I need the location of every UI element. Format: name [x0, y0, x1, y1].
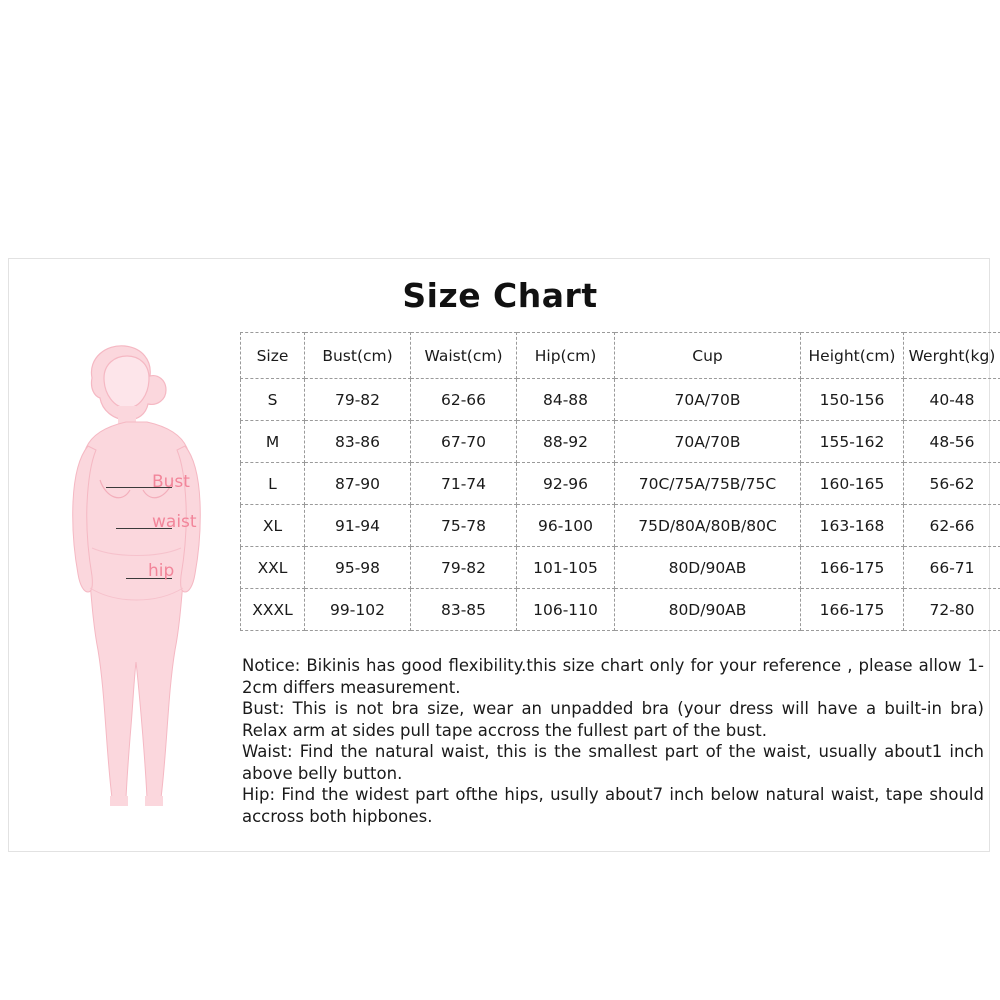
cell-size: M	[241, 421, 305, 463]
cell-size: XXXL	[241, 589, 305, 631]
cell-weight: 48-56	[904, 421, 1000, 463]
table-header-row	[241, 333, 1000, 379]
table-row	[241, 421, 1000, 463]
table-row	[241, 379, 1000, 421]
cell-cup: 80D/90AB	[615, 547, 801, 589]
cell-hip: 84-88	[517, 379, 615, 421]
cell-hip: 101-105	[517, 547, 615, 589]
cell-hip: 96-100	[517, 505, 615, 547]
cell-height: 166-175	[801, 589, 904, 631]
cell-cup: 80D/90AB	[615, 589, 801, 631]
notice-line-general: Notice: Bikinis has good flexibility.this size chart only for your reference , please allow 1-2cm differs measurement.	[242, 656, 984, 697]
cell-height: 163-168	[801, 505, 904, 547]
column-header-height: Height(cm)	[801, 333, 904, 379]
cell-weight: 66-71	[904, 547, 1000, 589]
cell-weight: 72-80	[904, 589, 1000, 631]
cell-bust: 87-90	[305, 463, 411, 505]
cell-waist: 79-82	[411, 547, 517, 589]
cell-bust: 95-98	[305, 547, 411, 589]
hip-label: hip	[148, 561, 175, 581]
cell-cup: 70C/75A/75B/75C	[615, 463, 801, 505]
cell-waist: 83-85	[411, 589, 517, 631]
cell-size: L	[241, 463, 305, 505]
size-table-container	[240, 332, 996, 631]
cell-hip: 106-110	[517, 589, 615, 631]
body-silhouette-icon	[30, 330, 230, 830]
cell-waist: 71-74	[411, 463, 517, 505]
cell-bust: 91-94	[305, 505, 411, 547]
cell-hip: 92-96	[517, 463, 615, 505]
cell-cup: 70A/70B	[615, 421, 801, 463]
bust-label: Bust	[152, 472, 190, 492]
column-header-bust: Bust(cm)	[305, 333, 411, 379]
cell-size: XL	[241, 505, 305, 547]
notice-line-hip: Hip: Find the widest part ofthe hips, usully about7 inch below natural waist, tape should accross both hipbones.	[242, 785, 984, 826]
table-row	[241, 505, 1000, 547]
column-header-hip: Hip(cm)	[517, 333, 615, 379]
female-body-figure	[30, 330, 230, 830]
notice-block	[242, 655, 984, 827]
cell-waist: 62-66	[411, 379, 517, 421]
cell-height: 155-162	[801, 421, 904, 463]
cell-cup: 75D/80A/80B/80C	[615, 505, 801, 547]
notice-line-waist: Waist: Find the natural waist, this is the smallest part of the waist, usually about1 inch above belly button.	[242, 742, 984, 783]
cell-weight: 56-62	[904, 463, 1000, 505]
cell-weight: 62-66	[904, 505, 1000, 547]
cell-bust: 83-86	[305, 421, 411, 463]
cell-height: 150-156	[801, 379, 904, 421]
column-header-cup: Cup	[615, 333, 801, 379]
notice-line-bust: Bust: This is not bra size, wear an unpadded bra (your dress will have a built-in bra) Relax arm at sides pull tape accross the fullest part of the bust.	[242, 699, 984, 740]
column-header-size: Size	[241, 333, 305, 379]
size-table	[240, 332, 1000, 631]
cell-waist: 67-70	[411, 421, 517, 463]
table-row	[241, 463, 1000, 505]
cell-waist: 75-78	[411, 505, 517, 547]
cell-cup: 70A/70B	[615, 379, 801, 421]
waist-label: waist	[152, 512, 197, 532]
page-title: Size Chart	[402, 276, 598, 315]
column-header-waist: Waist(cm)	[411, 333, 517, 379]
cell-bust: 79-82	[305, 379, 411, 421]
cell-hip: 88-92	[517, 421, 615, 463]
cell-height: 160-165	[801, 463, 904, 505]
table-row	[241, 589, 1000, 631]
cell-height: 166-175	[801, 547, 904, 589]
cell-size: XXL	[241, 547, 305, 589]
cell-weight: 40-48	[904, 379, 1000, 421]
column-header-weight: Werght(kg)	[904, 333, 1000, 379]
cell-size: S	[241, 379, 305, 421]
table-row	[241, 547, 1000, 589]
cell-bust: 99-102	[305, 589, 411, 631]
